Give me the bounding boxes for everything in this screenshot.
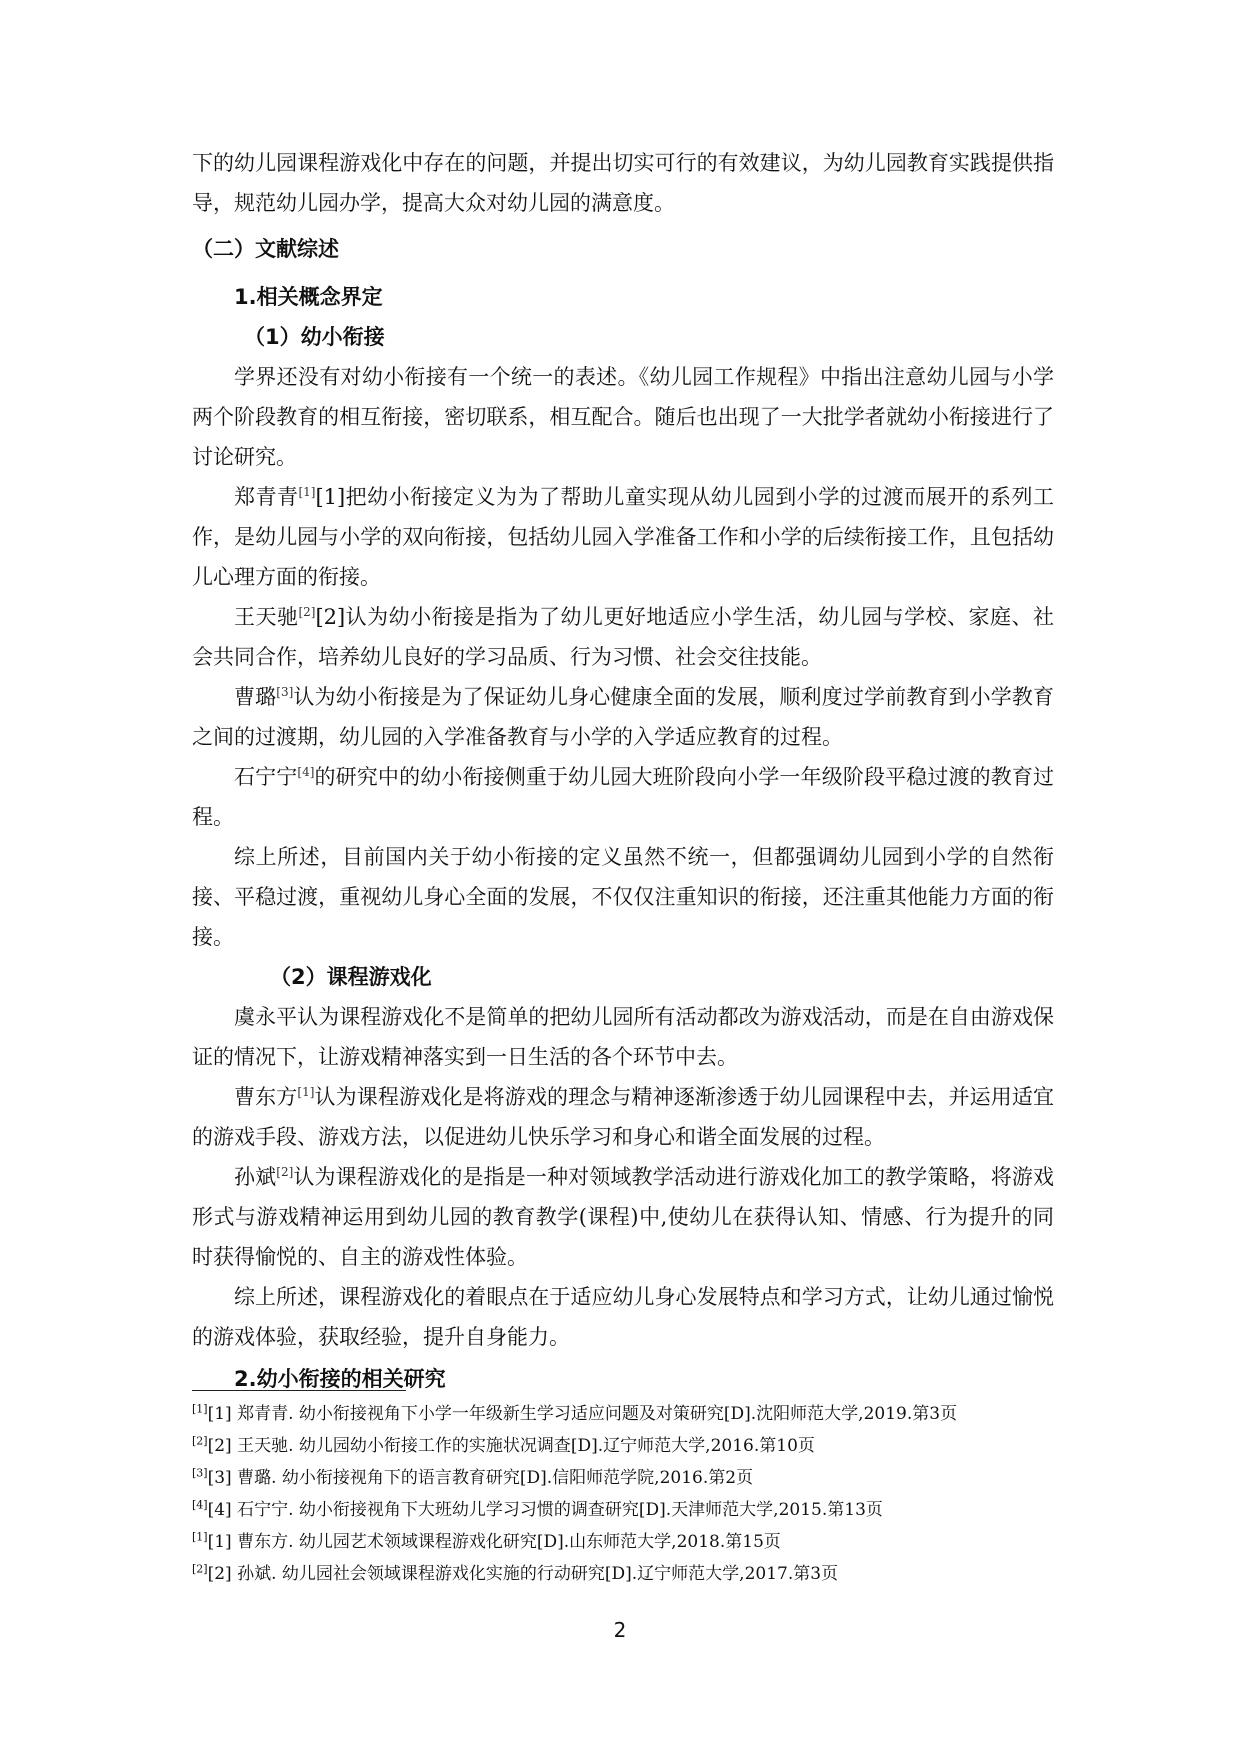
footnote-text: [3] 曹璐. 幼小衔接视角下的语言教育研究[D].信阳师范学院,2016.第2页 bbox=[207, 1468, 754, 1488]
body-text bbox=[192, 143, 1054, 1399]
footnote-item bbox=[192, 1462, 1054, 1494]
footnote-text: [1] 郑青青. 幼小衔接视角下小学一年级新生学习适应问题及对策研究[D].沈阳师范大学,2019.第3页 bbox=[207, 1404, 958, 1424]
footnote-text: [1] 曹东方. 幼儿园艺术领域课程游戏化研究[D].山东师范大学,2018.第15页 bbox=[207, 1532, 781, 1552]
paragraph-cao-dongfang bbox=[192, 1077, 1054, 1157]
footnote-ref[interactable]: [1] bbox=[298, 485, 316, 499]
footnote-item bbox=[192, 1398, 1054, 1430]
author-name: 王天驰 bbox=[234, 605, 299, 629]
paragraph-sun bbox=[192, 1157, 1054, 1277]
heading-related-research: 2.幼小衔接的相关研究 bbox=[234, 1367, 446, 1391]
paragraph-yu: 虞永平认为课程游戏化不是简单的把幼儿园所有活动都改为游戏活动，而是在自由游戏保证的情况下，让游戏精神落实到一日生活的各个环节中去。 bbox=[192, 1005, 1054, 1069]
footnote-item bbox=[192, 1430, 1054, 1462]
footnote-item bbox=[192, 1558, 1054, 1590]
footnote-mark: [1] bbox=[192, 1402, 208, 1416]
footnotes bbox=[192, 1398, 1054, 1590]
paragraph-text: 的研究中的幼小衔接侧重于幼儿园大班阶段向小学一年级阶段平稳过渡的教育过程。 bbox=[192, 765, 1055, 829]
paragraph-transition-intro: 学界还没有对幼小衔接有一个统一的表述。《幼儿园工作规程》中指出注意幼儿园与小学两个阶段教育的相互衔接，密切联系，相互配合。随后也出现了一大批学者就幼小衔接进行了讨论研究。 bbox=[192, 365, 1054, 469]
footnote-item bbox=[192, 1494, 1054, 1526]
footnote-mark: [2] bbox=[192, 1562, 208, 1576]
paragraph-zheng bbox=[192, 477, 1054, 597]
author-name: 曹璐 bbox=[234, 685, 277, 709]
paragraph-text: 认为幼小衔接是为了保证幼儿身心健康全面的发展，顺利度过学前教育到小学教育之间的过渡期，幼儿园的入学准备教育与小学的入学适应教育的过程。 bbox=[192, 685, 1054, 749]
footnote-mark: [2] bbox=[192, 1434, 208, 1448]
footnote-ref[interactable]: [2] bbox=[298, 605, 316, 619]
heading-concept-definition: 1.相关概念界定 bbox=[234, 285, 383, 309]
intro-paragraph: 下的幼儿园课程游戏化中存在的问题，并提出切实可行的有效建议，为幼儿园教育实践提供指导，规范幼儿园办学，提高大众对幼儿园的满意度。 bbox=[192, 151, 1054, 215]
page-number: 2 bbox=[613, 1618, 627, 1642]
paragraph-text: [1]把幼小衔接定义为为了帮助儿童实现从幼儿园到小学的过渡而展开的系列工作，是幼儿园与小学的双向衔接，包括幼儿园入学准备工作和小学的后续衔接工作，且包括幼儿心理方面的衔接。 bbox=[192, 485, 1054, 589]
paragraph-shi bbox=[192, 757, 1054, 837]
paragraph-transition-summary: 综上所述，目前国内关于幼小衔接的定义虽然不统一，但都强调幼儿园到小学的自然衔接、平稳过渡，重视幼儿身心全面的发展，不仅仅注重知识的衔接，还注重其他能力方面的衔接。 bbox=[192, 845, 1054, 949]
footnote-ref[interactable]: [4] bbox=[297, 765, 315, 779]
footnote-mark: [3] bbox=[192, 1466, 208, 1480]
author-name: 石宁宁 bbox=[234, 765, 298, 789]
footnote-text: [2] 王天驰. 幼儿园幼小衔接工作的实施状况调查[D].辽宁师范大学,2016.第10页 bbox=[207, 1436, 815, 1456]
footnote-item bbox=[192, 1526, 1054, 1558]
paragraph-text: [2]认为幼小衔接是指为了幼儿更好地适应小学生活，幼儿园与学校、家庭、社会共同合作，培养幼儿良好的学习品质、行为习惯、社会交往技能。 bbox=[192, 605, 1054, 669]
footnote-divider bbox=[192, 1390, 406, 1391]
footnote-ref[interactable]: [2] bbox=[276, 1165, 294, 1179]
paragraph-gamification-summary: 综上所述，课程游戏化的着眼点在于适应幼儿身心发展特点和学习方式，让幼儿通过愉悦的游戏体验，获取经验，提升自身能力。 bbox=[192, 1285, 1054, 1349]
section-heading-literature-review: （二）文献综述 bbox=[192, 237, 339, 261]
footnote-ref[interactable]: [1] bbox=[297, 1085, 315, 1099]
footnote-text: [4] 石宁宁. 幼小衔接视角下大班幼儿学习习惯的调查研究[D].天津师范大学,2015.第13页 bbox=[207, 1500, 883, 1520]
footnote-ref[interactable]: [3] bbox=[276, 685, 294, 699]
paragraph-cao-lu bbox=[192, 677, 1054, 757]
author-name: 曹东方 bbox=[234, 1085, 298, 1109]
heading-curriculum-gamification: （2）课程游戏化 bbox=[270, 965, 432, 989]
paragraph-wang bbox=[192, 597, 1054, 677]
author-name: 郑青青 bbox=[234, 485, 299, 509]
author-name: 孙斌 bbox=[234, 1165, 277, 1189]
heading-transition: （1）幼小衔接 bbox=[244, 325, 385, 349]
paragraph-text: 认为课程游戏化的是指是一种对领域教学活动进行游戏化加工的教学策略，将游戏形式与游戏精神运用到幼儿园的教育教学(课程)中,使幼儿在获得认知、情感、行为提升的同时获得愉悦的、自主的游戏性体验。 bbox=[192, 1165, 1054, 1269]
footnote-mark: [1] bbox=[192, 1530, 208, 1544]
footnote-mark: [4] bbox=[192, 1498, 208, 1512]
footnote-text: [2] 孙斌. 幼儿园社会领域课程游戏化实施的行动研究[D].辽宁师范大学,2017.第3页 bbox=[207, 1564, 839, 1584]
paragraph-text: 认为课程游戏化是将游戏的理念与精神逐渐渗透于幼儿园课程中去，并运用适宜的游戏手段、游戏方法，以促进幼儿快乐学习和身心和谐全面发展的过程。 bbox=[192, 1085, 1055, 1149]
